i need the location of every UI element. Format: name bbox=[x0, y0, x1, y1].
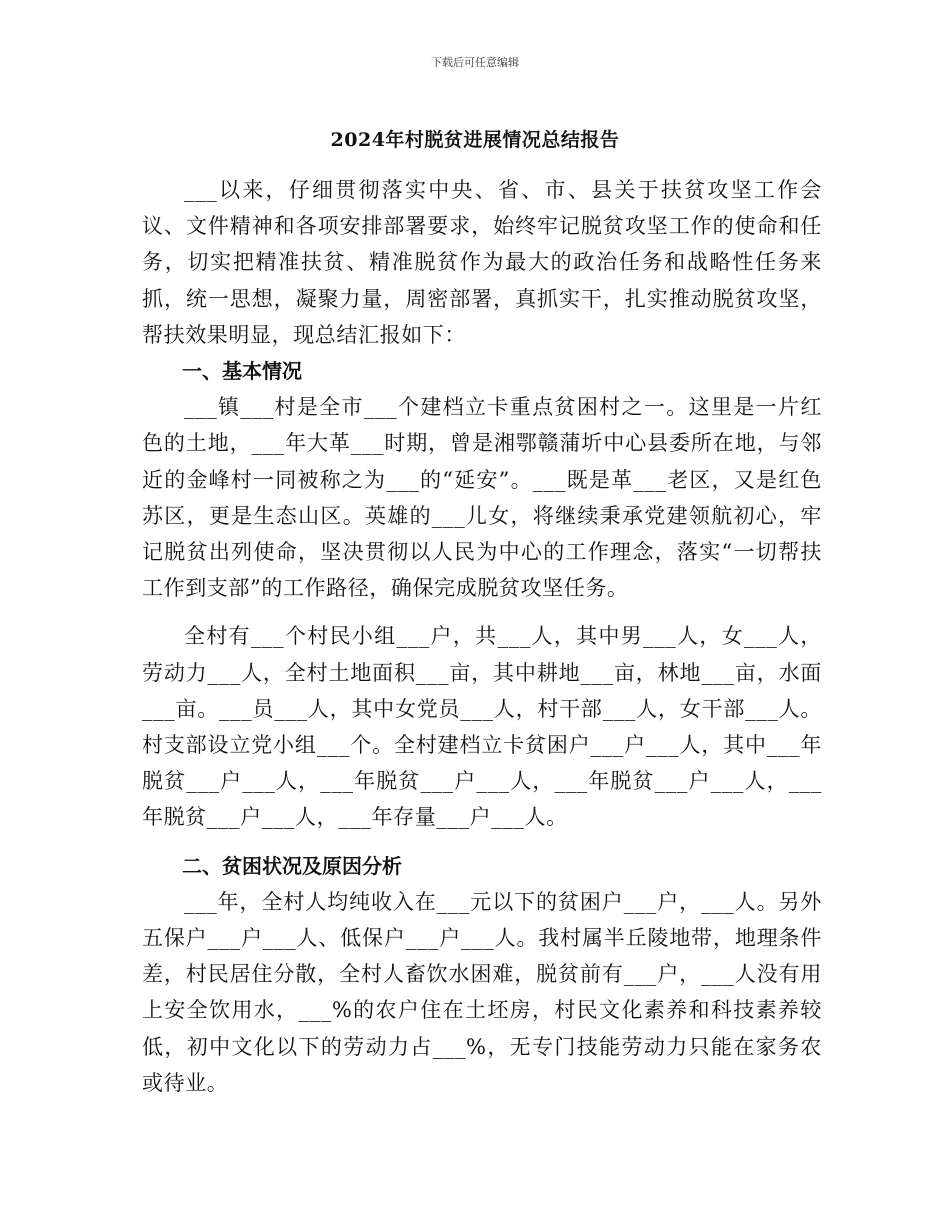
paragraph-gap bbox=[142, 836, 822, 848]
section-1-heading: 一、基本情况 bbox=[182, 359, 302, 384]
header-note: 下载后可任意编辑 bbox=[431, 56, 519, 69]
intro-paragraph: ___以来，仔细贯彻落实中央、省、市、县关于扶贫攻坚工作会议、文件精神和各项安排部署要求，始终牢记脱贫攻坚工作的使命和任务，切实把精准扶贫、精准脱贫作为最大的政治任务和战略性任务来抓，统一思想，凝聚力量，周密部署，真抓实干，扎实推动脱贫攻坚，帮扶效果明显，现总结汇报如下： bbox=[142, 178, 822, 347]
section-1-paragraph-2: 全村有___个村民小组___户，共___人，其中男___人，女___人，劳动力___人，全村土地面积___亩，其中耕地___亩，林地___亩，水面___亩。___员___人，其中女党员___人，村干部___人，女干部___人。村支部设立党小组___个。全村建档立卡贫困户___户___人，其中___年脱贫___户___人，___年脱贫___户___人，___年脱贫___户___人，___年脱贫___户___人，___年存量___户___人。 bbox=[142, 624, 822, 830]
document-body bbox=[142, 172, 822, 1101]
paragraph-gap bbox=[142, 606, 822, 618]
section-2-heading: 二、贫困状况及原因分析 bbox=[182, 853, 402, 878]
section-2-paragraph-1: ___年，全村人均纯收入在___元以下的贫困户___户，___人。另外五保户___户___人、低保户___户___人。我村属半丘陵地带，地理条件差，村民居住分散，全村人畜饮水困难，脱贫前有___户，___人没有用上安全饮用水，___%的农户住在土坯房，村民文化素养和科技素养较低，初中文化以下的劳动力占___%，无专门技能劳动力只能在家务农或待业。 bbox=[142, 889, 822, 1095]
section-1-paragraph-1: ___镇___村是全市___个建档立卡重点贫困村之一。这里是一片红色的土地，___年大革___时期，曾是湘鄂赣蒲圻中心县委所在地，与邻近的金峰村一同被称之为___的“延安”。___既是革___老区，又是红色苏区，更是生态山区。英雄的___儿女，将继续秉承党建领航初心，牢记脱贫出列使命，坚决贯彻以人民为中心的工作理念，落实“一切帮扶工作到支部”的工作路径，确保完成脱贫攻坚任务。 bbox=[142, 395, 822, 601]
document-title: 2024年村脱贫进展情况总结报告 bbox=[330, 129, 620, 151]
